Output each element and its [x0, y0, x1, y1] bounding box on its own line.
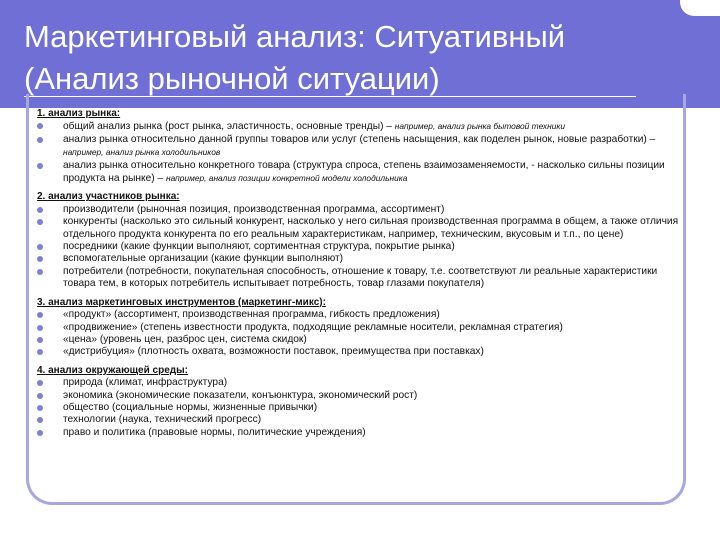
title-line-2: (Анализ рыночной ситуации) [24, 61, 440, 96]
item-text: анализ рынка относительно конкретного товара (структура спроса, степень взаимозаменяемости, - насколько сильны позиции продукта на рынке) – [63, 159, 665, 185]
bullet-list [37, 309, 687, 359]
item-text: производители (рыночная позиция, производственная программа, ассортимент) [63, 203, 445, 215]
list-item [37, 309, 687, 321]
item-example: например, анализ рынка холодильников [63, 147, 221, 158]
list-item [37, 346, 687, 358]
list-item [37, 427, 687, 439]
item-text: вспомогательные организации (какие функции выполняют) [63, 253, 344, 265]
section-2 [37, 191, 687, 290]
item-text: технологии (наука, технический прогресс) [63, 414, 262, 426]
list-item [37, 216, 687, 241]
slide-title [24, 16, 684, 100]
banner-notch [680, 0, 720, 16]
title-line-1: Маркетинговый анализ: Ситуативный [24, 19, 566, 54]
title-banner [0, 0, 720, 108]
section-4 [37, 365, 687, 439]
section-title: 2. анализ участников рынка: [37, 191, 180, 203]
item-text: конкуренты (насколько это сильный конкурент, насколько у него сильная производственная программа в общем, а также отличия отдельного продукта конкурента по его реальным характеристикам, например, техническим, вкусовым и т.п., по цене) [63, 216, 679, 240]
list-item [37, 322, 687, 334]
list-item [37, 266, 687, 291]
bullet-list [37, 120, 687, 185]
item-text: экономика (экономические показатели, конъюнктура, экономический рост) [63, 389, 418, 401]
item-text: анализ рынка относительно данной группы товаров или услуг (степень насыщения, как поделен рынок, новые разработки) – [63, 133, 656, 145]
list-item [37, 120, 687, 133]
item-text: «цена» (уровень цен, разброс цен, система скидок) [63, 333, 307, 345]
list-item [37, 160, 687, 186]
list-item [37, 134, 687, 160]
item-text: природа (климат, инфраструктура) [63, 377, 228, 389]
item-example: например, анализ рынка бытовой техники [394, 121, 565, 132]
section-title: 3. анализ маркетинговых инструментов (маркетинг-микс): [37, 296, 326, 308]
section-title: 4. анализ окружающей среды: [37, 364, 188, 376]
list-item [37, 334, 687, 346]
bullet-list [37, 377, 687, 439]
item-text: общий анализ рынка (рост рынка, эластичность, основные тренды) – [63, 121, 395, 133]
item-text: «продукт» (ассортимент, производственная программа, гибкость предложения) [63, 309, 440, 321]
list-item [37, 390, 687, 402]
list-item [37, 414, 687, 426]
item-text: посредники (какие функции выполняют, сортиментная структура, покрытие рынка) [63, 241, 455, 253]
item-text: право и политика (правовые нормы, политические учреждения) [63, 426, 366, 438]
list-item [37, 402, 687, 414]
item-text: общество (социальные нормы, жизненные привычки) [63, 401, 318, 413]
item-example: например, анализ позиции конкретной модели холодильника [165, 173, 408, 184]
item-text: «дистрибуция» (плотность охвата, возможности поставок, преимущества при поставках) [63, 346, 484, 358]
item-text: «продвижение» (степень известности продукта, подходящие рекламные носители, рекламная стратегия) [63, 321, 563, 333]
bullet-list [37, 204, 687, 291]
section-title: 1. анализ рынка: [37, 108, 121, 119]
list-item [37, 204, 687, 216]
list-item [37, 241, 687, 253]
slide-content [37, 108, 687, 445]
list-item [37, 253, 687, 265]
list-item [37, 377, 687, 389]
section-3 [37, 297, 687, 359]
section-1 [37, 108, 687, 185]
item-text: потребители (потребности, покупательная способность, отношение к товару, т.е. соответствуют ли реальные характеристики товара тем, в которых потребитель испытывает потребность, товар глазами покупателя) [63, 265, 658, 290]
